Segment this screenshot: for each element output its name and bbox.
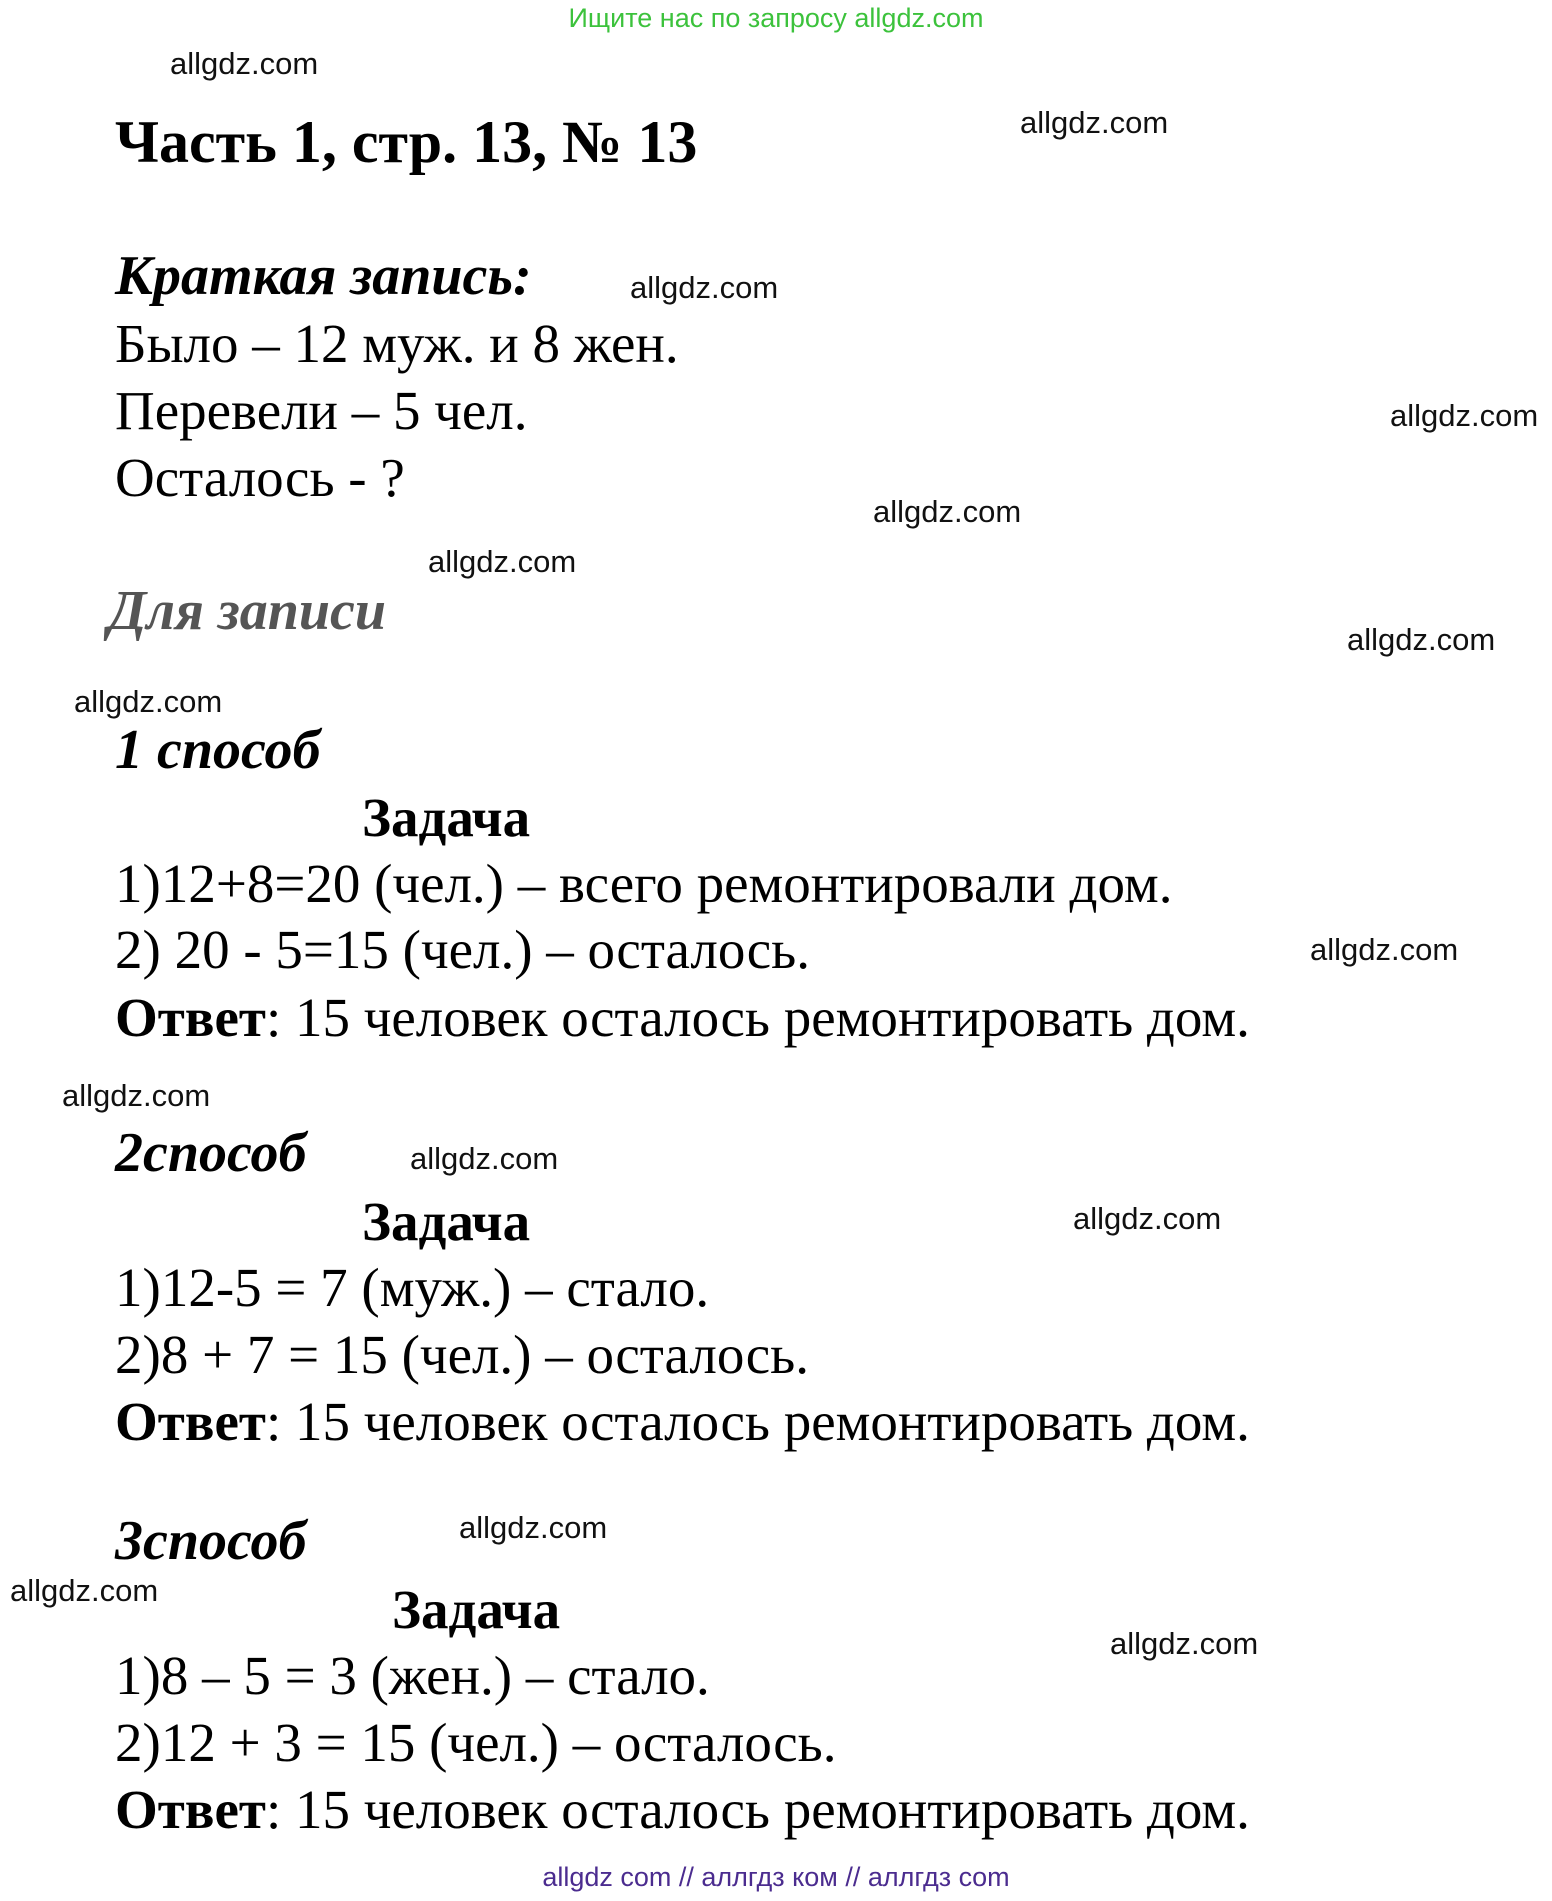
answer-line xyxy=(115,987,1250,1048)
short-record-line: Осталось - ? xyxy=(115,447,405,508)
watermark: allgdz.com xyxy=(428,544,577,579)
answer-label: Ответ xyxy=(115,1779,266,1840)
answer-text: : 15 человек осталось ремонтировать дом. xyxy=(265,1779,1250,1840)
top-banner: Ищите нас по запросу allgdz.com xyxy=(568,3,984,33)
watermark: allgdz.com xyxy=(10,1573,159,1608)
footer-links: allgdz com // аллгдз ком // аллгдз com xyxy=(542,1862,1010,1892)
watermark: allgdz.com xyxy=(62,1078,211,1113)
watermark: allgdz.com xyxy=(1020,105,1169,140)
watermark: allgdz.com xyxy=(1310,932,1459,967)
watermark: allgdz.com xyxy=(170,46,319,81)
method-heading: 1 способ xyxy=(115,719,321,781)
solution-step: 2)12 + 3 = 15 (чел.) – осталось. xyxy=(115,1712,837,1773)
watermark: allgdz.com xyxy=(873,494,1022,529)
solution-step: 2) 20 - 5=15 (чел.) – осталось. xyxy=(115,919,810,980)
watermark: allgdz.com xyxy=(1073,1201,1222,1236)
watermark: allgdz.com xyxy=(74,684,223,719)
page-title: Часть 1, стр. 13, № 13 xyxy=(115,109,698,175)
solution-step: 1)8 – 5 = 3 (жен.) – стало. xyxy=(115,1645,710,1706)
answer-line xyxy=(115,1391,1250,1452)
task-label: Задача xyxy=(362,787,531,848)
watermark: allgdz.com xyxy=(410,1141,559,1176)
method-heading: 3способ xyxy=(115,1510,307,1572)
solution-step: 1)12+8=20 (чел.) – всего ремонтировали дом. xyxy=(115,853,1173,914)
task-label: Задача xyxy=(362,1191,531,1252)
method-heading: 2способ xyxy=(115,1122,307,1184)
solution-step: 2)8 + 7 = 15 (чел.) – осталось. xyxy=(115,1324,809,1385)
record-heading: Для записи xyxy=(108,580,386,642)
short-record-line: Перевели – 5 чел. xyxy=(115,380,528,441)
watermark: allgdz.com xyxy=(1347,622,1496,657)
answer-text: : 15 человек осталось ремонтировать дом. xyxy=(265,1391,1250,1452)
watermark: allgdz.com xyxy=(1110,1626,1259,1661)
answer-label: Ответ xyxy=(115,987,266,1048)
solution-step: 1)12-5 = 7 (муж.) – стало. xyxy=(115,1257,710,1318)
short-record-heading: Краткая запись: xyxy=(115,245,532,307)
short-record-line: Было – 12 муж. и 8 жен. xyxy=(115,313,679,374)
task-label: Задача xyxy=(392,1579,561,1640)
watermark: allgdz.com xyxy=(630,270,779,305)
answer-line xyxy=(115,1779,1250,1840)
watermark: allgdz.com xyxy=(459,1510,608,1545)
watermark: allgdz.com xyxy=(1390,398,1539,433)
answer-label: Ответ xyxy=(115,1391,266,1452)
answer-text: : 15 человек осталось ремонтировать дом. xyxy=(265,987,1250,1048)
